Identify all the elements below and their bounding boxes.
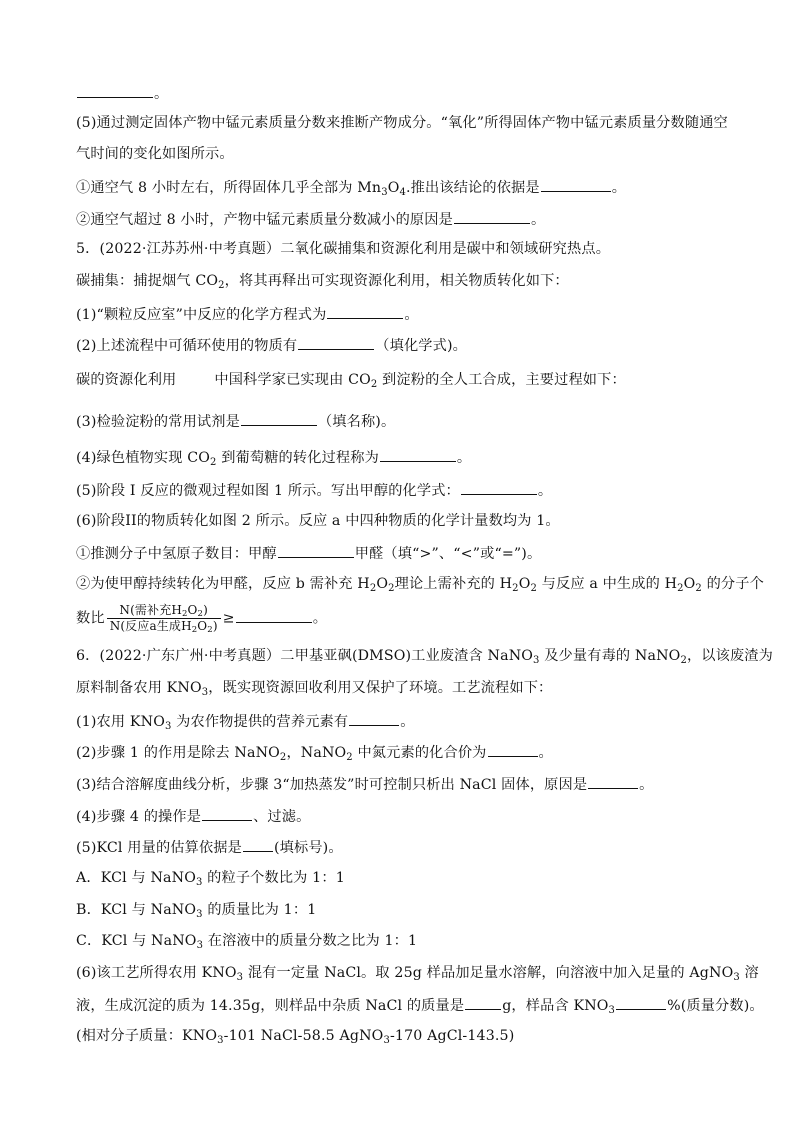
answer-blank[interactable] xyxy=(541,176,611,192)
answer-blank[interactable] xyxy=(349,710,399,726)
answer-blank[interactable] xyxy=(236,607,312,623)
fraction xyxy=(107,603,221,634)
text-line: 气时间的变化如图所示。 xyxy=(76,146,234,162)
question-6-5: (5)KCl 用量的估算依据是 (填标号)。 xyxy=(76,836,343,858)
text-line: 。 xyxy=(76,82,168,104)
answer-blank[interactable] xyxy=(465,994,501,1010)
question-6-6: (6)该工艺所得农用 $KNO_3$ 混有一定量 NaCl。取 25g 样品加足量水溶解，向溶液中加入足量的 AgNO$_3$ 溶 xyxy=(76,965,759,983)
text-line: 原料制备农用 $KNO_3$，既实现资源回收利用又保护了环境。工艺流程如下： xyxy=(76,680,553,698)
fraction-numerator: N(需补充$H_2O_2$) xyxy=(107,603,221,619)
option-b[interactable]: B．KCl 与 NaNO$_3$ 的质量比为 1：1 xyxy=(76,902,317,920)
question-6-1: (1)农用 $KNO_3$ 为农作物提供的营养元素有 。 xyxy=(76,710,415,732)
answer-blank[interactable] xyxy=(298,334,374,350)
question-6-4: (4)步骤 4 的操作是 、过滤。 xyxy=(76,805,310,827)
question-5-header: 5．(2022·江苏苏州·中考真题）二氧化碳捕集和资源化利用是碳中和领域研究热点。 xyxy=(76,241,611,257)
ratio-expression: 数比 $\frac{N(需补充H_2O_2)}{N(反应a生成H_2O_2)}$ ≥ 。 xyxy=(76,603,328,635)
text-line: 碳的资源化利用 中国科学家已实现由 $CO_2$ 到淀粉的全人工合成，主要过程如下： xyxy=(76,372,626,390)
question-5-text: (5)通过测定固体产物中锰元素质量分数来推断产物成分。“氧化”所得固体产物中锰元素质量分数随通空 xyxy=(76,115,728,131)
question-6-2: (2)步骤 1 的作用是除去 NaNO$_2$，NaNO$_2$ 中氮元素的化合价为 。 xyxy=(76,741,553,763)
answer-blank[interactable] xyxy=(202,805,252,821)
answer-blank[interactable] xyxy=(380,446,456,462)
answer-blank[interactable] xyxy=(454,208,530,224)
question-5-3: (3)检验淀粉的常用试剂是 （填名称)。 xyxy=(76,410,395,432)
answer-blank[interactable] xyxy=(616,994,666,1010)
question-6-header: 6．(2022·广东广州·中考真题）二甲基亚砜(DMSO)工业废渣含 NaNO$_3$ 及少量有毒的 NaNO$_2$，以该废渣为 xyxy=(76,648,773,666)
text-line: 碳捕集：捕捉烟气 $CO_2$，将其再释出可实现资源化利用，相关物质转化如下： xyxy=(76,273,569,291)
text-line: 液，生成沉淀的质为 14.35g，则样品中杂质 NaCl 的质量是 g，样品含 $KNO_3$ %(质量分数)。 xyxy=(76,994,764,1016)
option-c[interactable]: C．KCl 与 NaNO$_3$ 在溶液中的质量分数之比为 1：1 xyxy=(76,933,418,951)
sub-question-2: ②通空气超过 8 小时，产物中锰元素质量分数减小的原因是 。 xyxy=(76,208,545,230)
answer-blank[interactable] xyxy=(461,479,537,495)
sub-question-2: ②为使甲醇持续转化为甲醛，反应 b 需补充 $H_2O_2$理论上需补充的 $H_2O_2$ 与反应 a 中生成的 $H_2O_2$ 的分子个 xyxy=(76,576,764,594)
question-5-2: (2)上述流程中可循环使用的物质有 （填化学式)。 xyxy=(76,334,467,356)
answer-blank[interactable] xyxy=(327,303,403,319)
answer-blank[interactable] xyxy=(488,741,538,757)
question-5-1: (1)“颗粒反应室”中反应的化学方程式为 。 xyxy=(76,303,419,325)
answer-blank[interactable] xyxy=(241,410,317,426)
question-6-3: (3)结合溶解度曲线分析，步骤 3“加热蒸发”时可控制只析出 NaCl 固体，原因是 。 xyxy=(76,773,654,795)
question-5-4: (4)绿色植物实现 $CO_2$ 到葡萄糖的转化过程称为 。 xyxy=(76,446,471,468)
answer-blank[interactable] xyxy=(588,773,638,789)
answer-blank[interactable] xyxy=(278,542,354,558)
sub-question-1: ①推测分子中氢原子数目：甲醇 甲醛（填“>”、“<”或“=”)。 xyxy=(76,542,541,564)
option-a[interactable]: A．KCl 与 NaNO$_3$ 的粒子个数比为 1：1 xyxy=(76,870,345,888)
answer-blank[interactable] xyxy=(77,82,153,98)
question-5-6: (6)阶段II的物质转化如图 2 所示。反应 a 中四种物质的化学计量数均为 1。 xyxy=(76,513,560,529)
question-5-5: (5)阶段 I 反应的微观过程如图 1 所示。写出甲醇的化学式： 。 xyxy=(76,479,552,501)
sub-question-1: ①通空气 8 小时左右，所得固体几乎全部为 $Mn_3O_4$.推出该结论的依据是 。 xyxy=(76,176,626,198)
fraction-denominator: N(反应a生成$H_2O_2$) xyxy=(109,619,218,635)
molar-mass-note: (相对分子质量：$KNO_3-101$ NaCl-58.5 AgNO$_3$-170 AgCl-143.5) xyxy=(76,1028,515,1046)
answer-blank[interactable] xyxy=(243,836,273,852)
